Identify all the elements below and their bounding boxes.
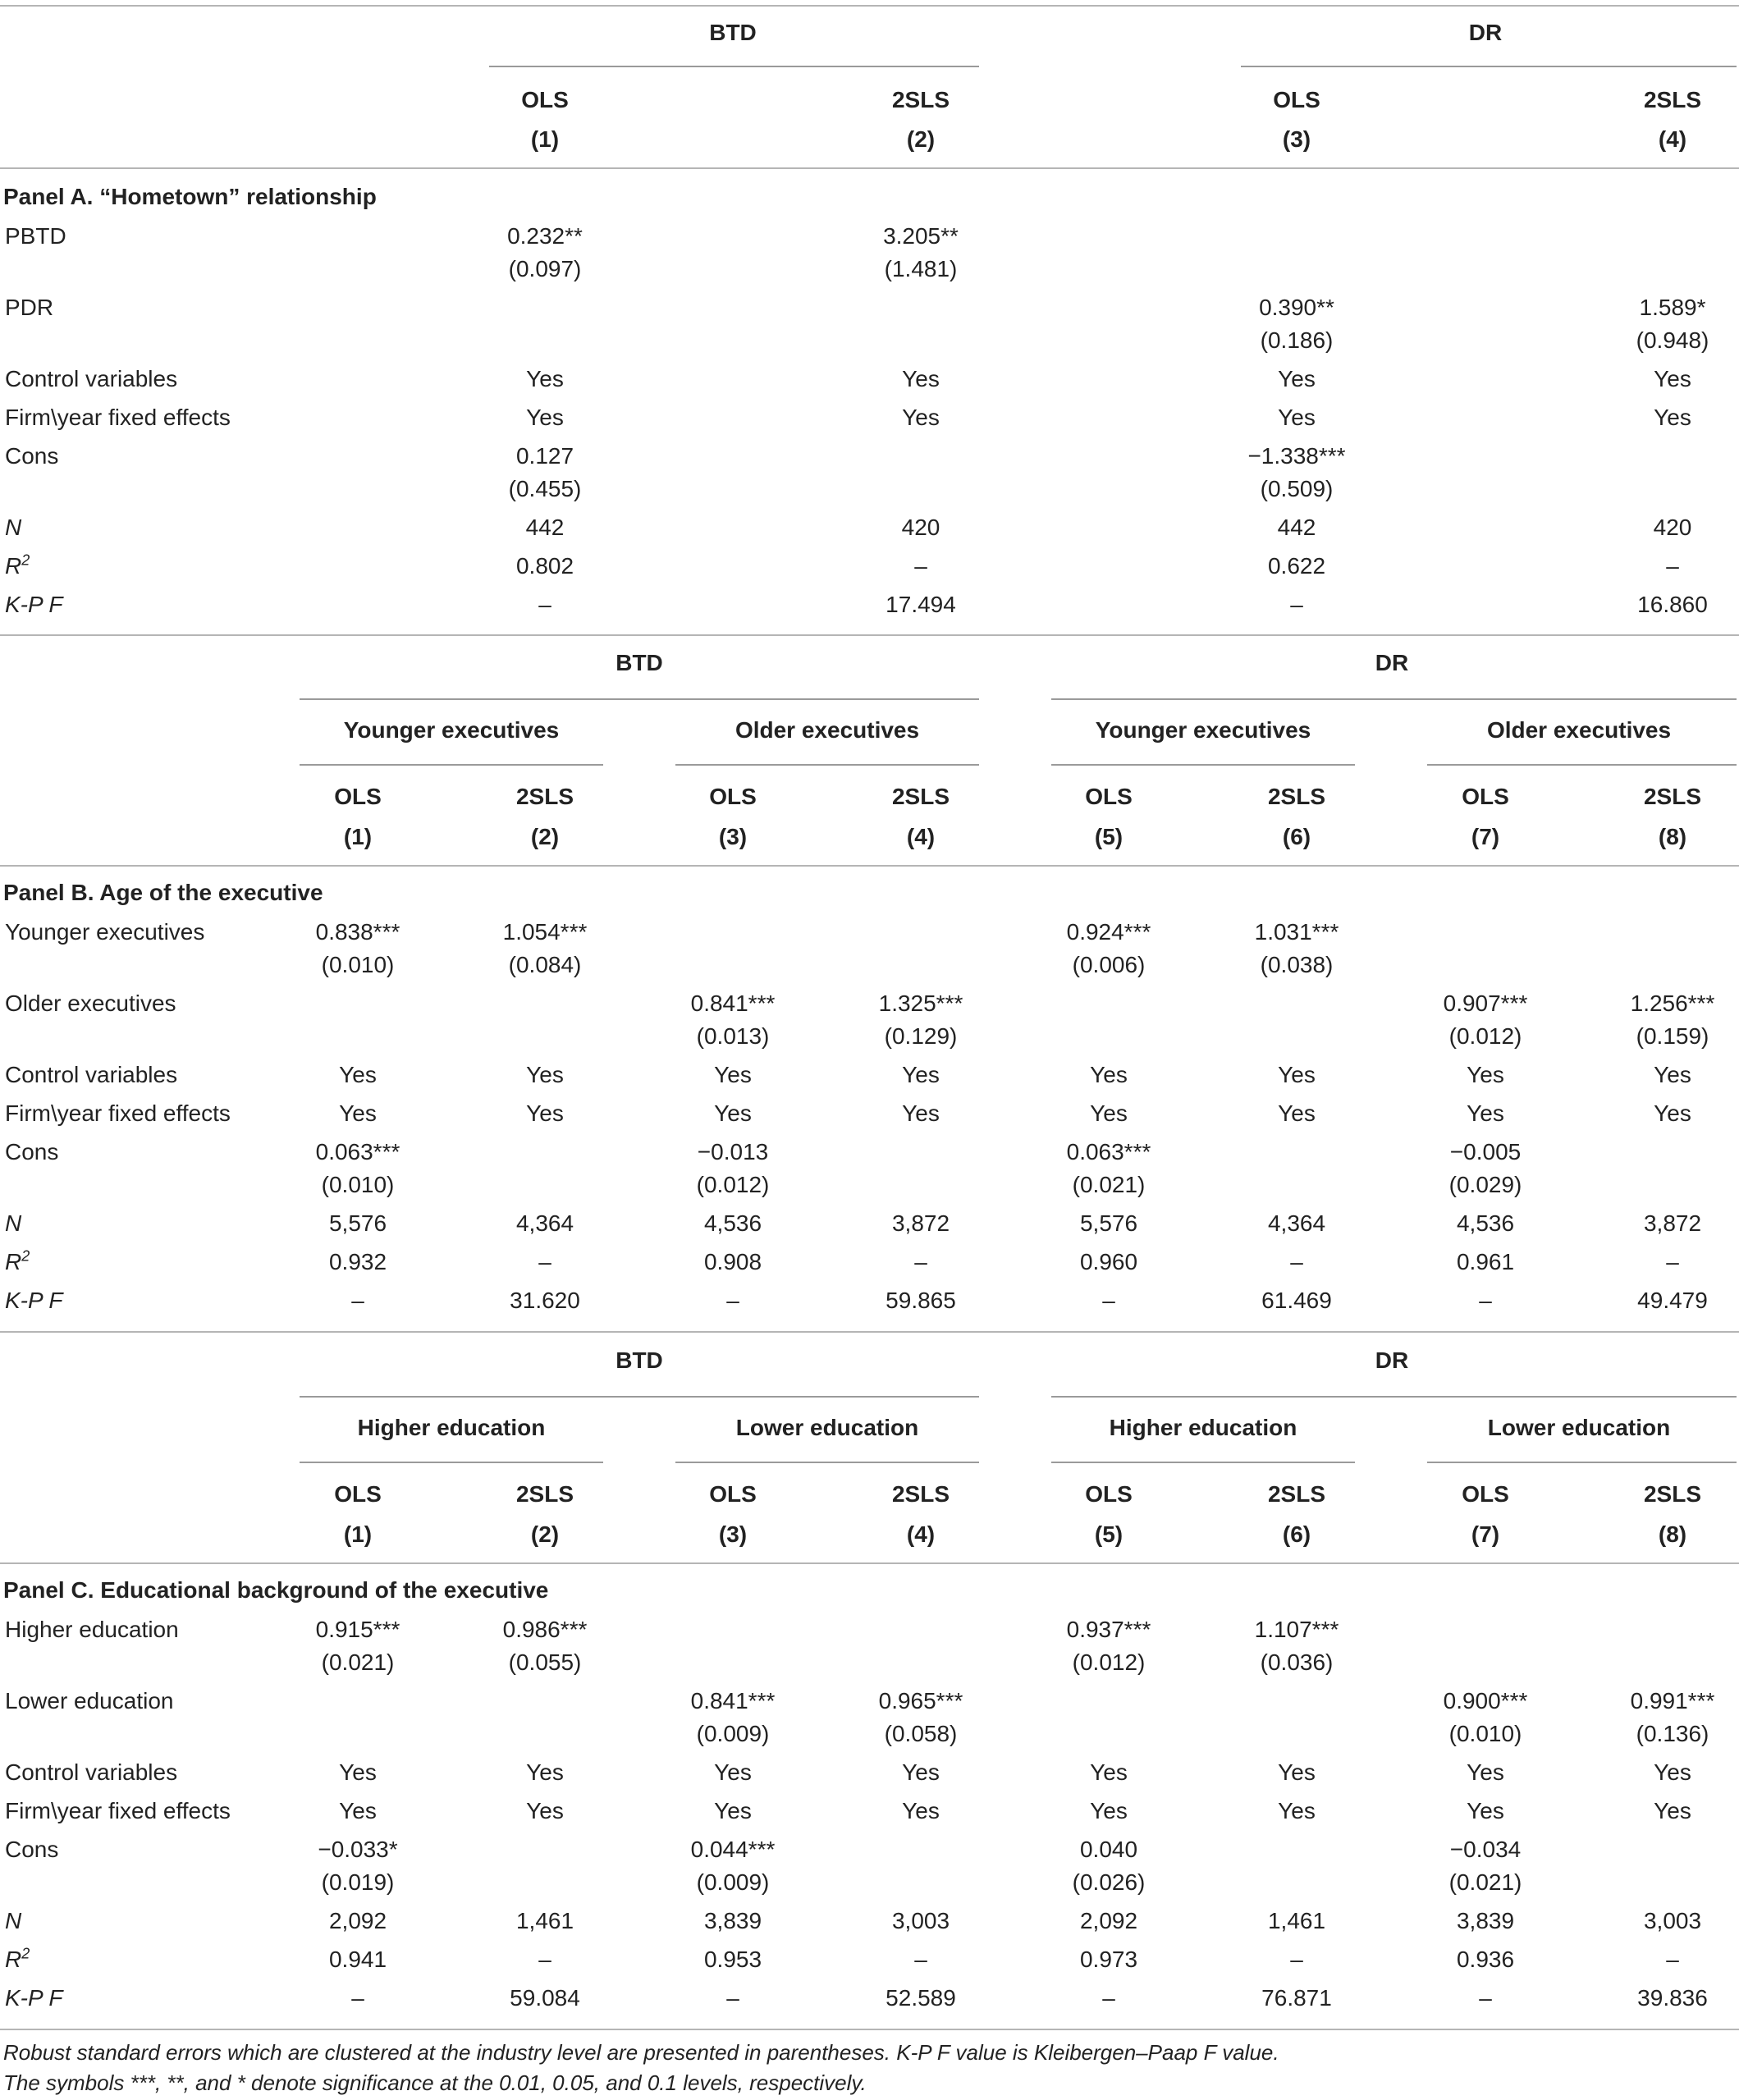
table-cell: 1.256*** bbox=[1630, 991, 1715, 1016]
method-header: 2SLS bbox=[1643, 1481, 1702, 1507]
panel-title: Panel B. Age of the executive bbox=[3, 880, 323, 905]
column-number: (3) bbox=[718, 1521, 748, 1547]
column-number: (1) bbox=[343, 1521, 373, 1547]
table-cell: 0.915*** bbox=[315, 1617, 400, 1642]
method-header: 2SLS bbox=[1643, 87, 1702, 112]
table-cell: – bbox=[1479, 1288, 1492, 1313]
table-cell: Yes bbox=[1654, 1798, 1691, 1823]
subgroup-header: Higher education bbox=[357, 1415, 546, 1440]
column-number: (2) bbox=[906, 126, 936, 152]
table-cell: 4,536 bbox=[703, 1210, 762, 1236]
table-cell: – bbox=[914, 1249, 927, 1274]
subgroup-header: Younger executives bbox=[1095, 717, 1311, 743]
table-cell: 0.961 bbox=[1456, 1249, 1515, 1274]
table-cell: – bbox=[351, 1288, 364, 1313]
footnote: The symbols ***, **, and * denote significance at the 0.01, 0.05, and 0.1 levels, respectively. bbox=[3, 2070, 867, 2095]
method-header: OLS bbox=[334, 784, 382, 809]
row-label: $R^2$ bbox=[5, 1945, 30, 1972]
column-number: (5) bbox=[1094, 824, 1123, 849]
group-header: BTD bbox=[616, 1347, 663, 1373]
table-rule bbox=[0, 1331, 1739, 1333]
table-cell: Yes bbox=[714, 1100, 752, 1126]
table-cell: Yes bbox=[526, 366, 564, 391]
method-header: 2SLS bbox=[891, 87, 950, 112]
table-cell: 1.325*** bbox=[878, 991, 963, 1016]
table-cell: Yes bbox=[1654, 1062, 1691, 1087]
column-number: (6) bbox=[1282, 1521, 1311, 1547]
std-error-cell: (0.097) bbox=[508, 256, 582, 281]
method-header: 2SLS bbox=[515, 784, 574, 809]
table-cell: Yes bbox=[902, 1759, 940, 1785]
std-error-cell: (0.129) bbox=[884, 1023, 958, 1049]
table-cell: 3,003 bbox=[891, 1908, 950, 1933]
row-label: PBTD bbox=[5, 223, 66, 249]
table-cell: 0.802 bbox=[515, 553, 574, 579]
std-error-cell: (0.012) bbox=[696, 1172, 770, 1197]
std-error-cell: (0.948) bbox=[1636, 327, 1709, 353]
table-cell: Yes bbox=[714, 1798, 752, 1823]
table-cell: Yes bbox=[902, 1798, 940, 1823]
group-header: BTD bbox=[616, 650, 663, 675]
table-cell: 59.084 bbox=[510, 1985, 580, 2011]
subgroup-header: Lower education bbox=[1487, 1415, 1671, 1440]
table-cell: 442 bbox=[1277, 515, 1316, 540]
group-header: BTD bbox=[709, 20, 757, 45]
row-label-superscript: 2 bbox=[21, 1247, 30, 1265]
table-cell: Yes bbox=[526, 1062, 564, 1087]
row-label-superscript: 2 bbox=[21, 1945, 30, 1962]
column-number: (4) bbox=[906, 824, 936, 849]
panel-title: Panel C. Educational background of the executive bbox=[3, 1577, 549, 1603]
table-cell: −1.338*** bbox=[1247, 443, 1346, 469]
group-underline bbox=[675, 1462, 979, 1463]
table-cell: Yes bbox=[339, 1759, 377, 1785]
table-cell: 0.973 bbox=[1079, 1947, 1138, 1972]
group-underline bbox=[1051, 1462, 1355, 1463]
table-cell: 1.031*** bbox=[1254, 919, 1339, 945]
row-label: K-P F bbox=[5, 1985, 63, 2011]
column-number: (4) bbox=[906, 1521, 936, 1547]
table-cell: 59.865 bbox=[886, 1288, 956, 1313]
row-label: Younger executives bbox=[5, 919, 205, 945]
footnote: Robust standard errors which are clustered at the industry level are presented in parentheses. K-P F value is Kleibergen–Paap F value. bbox=[3, 2040, 1279, 2065]
table-cell: Yes bbox=[526, 1798, 564, 1823]
table-cell: Yes bbox=[1278, 366, 1316, 391]
row-label: Cons bbox=[5, 1837, 59, 1862]
group-underline bbox=[489, 66, 979, 67]
method-header: OLS bbox=[709, 1481, 757, 1507]
method-header: OLS bbox=[521, 87, 569, 112]
table-cell: Yes bbox=[1654, 366, 1691, 391]
table-cell: 5,576 bbox=[1079, 1210, 1138, 1236]
table-cell: −0.033* bbox=[318, 1837, 398, 1862]
std-error-cell: (0.010) bbox=[1448, 1721, 1522, 1746]
column-number: (7) bbox=[1471, 1521, 1500, 1547]
row-label: Firm\year fixed effects bbox=[5, 405, 231, 430]
table-rule bbox=[0, 634, 1739, 636]
std-error-cell: (0.159) bbox=[1636, 1023, 1709, 1049]
table-cell: – bbox=[726, 1985, 739, 2011]
subgroup-header: Older executives bbox=[734, 717, 920, 743]
group-underline bbox=[1051, 698, 1737, 700]
table-cell: 4,536 bbox=[1456, 1210, 1515, 1236]
table-cell: 0.044*** bbox=[690, 1837, 776, 1862]
group-underline bbox=[300, 1462, 603, 1463]
table-cell: Yes bbox=[1467, 1100, 1504, 1126]
table-cell: 0.841*** bbox=[690, 991, 776, 1016]
std-error-cell: (0.038) bbox=[1260, 952, 1334, 977]
table-cell: 0.232** bbox=[507, 223, 583, 249]
table-cell: 5,576 bbox=[328, 1210, 387, 1236]
group-header: DR bbox=[1468, 20, 1503, 45]
table-cell: 3,872 bbox=[891, 1210, 950, 1236]
table-cell: 0.063*** bbox=[315, 1139, 400, 1164]
table-rule bbox=[0, 167, 1739, 169]
table-rule bbox=[0, 5, 1739, 7]
table-cell: 16.860 bbox=[1637, 592, 1708, 617]
table-cell: Yes bbox=[1654, 1100, 1691, 1126]
row-label: $R^2$ bbox=[5, 551, 30, 579]
table-cell: 3,839 bbox=[1456, 1908, 1515, 1933]
row-label: $R^2$ bbox=[5, 1247, 30, 1274]
method-header: 2SLS bbox=[515, 1481, 574, 1507]
table-cell: 2,092 bbox=[1079, 1908, 1138, 1933]
table-cell: 0.937*** bbox=[1066, 1617, 1151, 1642]
row-label: Older executives bbox=[5, 991, 176, 1016]
table-cell: Yes bbox=[1278, 1759, 1316, 1785]
table-cell: Yes bbox=[339, 1062, 377, 1087]
std-error-cell: (0.026) bbox=[1072, 1869, 1146, 1895]
table-cell: Yes bbox=[339, 1798, 377, 1823]
table-cell: – bbox=[1102, 1985, 1115, 2011]
table-cell: Yes bbox=[902, 1100, 940, 1126]
table-cell: – bbox=[1666, 1947, 1679, 1972]
table-rule bbox=[0, 1562, 1739, 1564]
row-label: Control variables bbox=[5, 1759, 178, 1785]
row-label: N bbox=[5, 1210, 22, 1236]
table-cell: 31.620 bbox=[510, 1288, 580, 1313]
table-cell: 0.924*** bbox=[1066, 919, 1151, 945]
table-cell: 4,364 bbox=[1267, 1210, 1326, 1236]
table-cell: Yes bbox=[526, 1759, 564, 1785]
table-cell: Yes bbox=[1090, 1798, 1128, 1823]
subgroup-header: Lower education bbox=[735, 1415, 919, 1440]
table-cell: Yes bbox=[1278, 1100, 1316, 1126]
table-cell: – bbox=[1479, 1985, 1492, 2011]
table-cell: 49.479 bbox=[1637, 1288, 1708, 1313]
group-underline bbox=[1427, 1462, 1737, 1463]
row-label: Control variables bbox=[5, 1062, 178, 1087]
table-cell: −0.034 bbox=[1449, 1837, 1522, 1862]
std-error-cell: (0.006) bbox=[1072, 952, 1146, 977]
table-cell: 1.589* bbox=[1639, 295, 1706, 320]
std-error-cell: (0.136) bbox=[1636, 1721, 1709, 1746]
table-rule bbox=[0, 2029, 1739, 2030]
std-error-cell: (0.019) bbox=[321, 1869, 395, 1895]
subgroup-header: Higher education bbox=[1109, 1415, 1297, 1440]
table-cell: 0.063*** bbox=[1066, 1139, 1151, 1164]
table-cell: 0.127 bbox=[515, 443, 574, 469]
row-label: Control variables bbox=[5, 366, 178, 391]
std-error-cell: (0.010) bbox=[321, 952, 395, 977]
table-cell: Yes bbox=[339, 1100, 377, 1126]
column-number: (2) bbox=[530, 824, 560, 849]
table-cell: Yes bbox=[1278, 1062, 1316, 1087]
table-cell: 0.841*** bbox=[690, 1688, 776, 1713]
table-cell: Yes bbox=[1467, 1798, 1504, 1823]
method-header: OLS bbox=[334, 1481, 382, 1507]
method-header: 2SLS bbox=[1267, 784, 1326, 809]
table-cell: – bbox=[1290, 1249, 1303, 1274]
group-underline bbox=[300, 698, 979, 700]
table-cell: 3,872 bbox=[1643, 1210, 1702, 1236]
table-cell: 0.900*** bbox=[1443, 1688, 1528, 1713]
table-cell: Yes bbox=[1090, 1759, 1128, 1785]
table-cell: 61.469 bbox=[1261, 1288, 1332, 1313]
table-cell: 52.589 bbox=[886, 1985, 956, 2011]
table-cell: – bbox=[1666, 1249, 1679, 1274]
row-label: K-P F bbox=[5, 592, 63, 617]
table-cell: −0.005 bbox=[1449, 1139, 1522, 1164]
row-label: Firm\year fixed effects bbox=[5, 1798, 231, 1823]
table-cell: Yes bbox=[1090, 1100, 1128, 1126]
std-error-cell: (0.058) bbox=[884, 1721, 958, 1746]
table-cell: 1,461 bbox=[515, 1908, 574, 1933]
std-error-cell: (0.084) bbox=[508, 952, 582, 977]
column-number: (7) bbox=[1471, 824, 1500, 849]
table-cell: 4,364 bbox=[515, 1210, 574, 1236]
subgroup-header: Younger executives bbox=[343, 717, 560, 743]
table-cell: Yes bbox=[1654, 1759, 1691, 1785]
table-cell: 0.622 bbox=[1267, 553, 1326, 579]
column-number: (6) bbox=[1282, 824, 1311, 849]
column-number: (2) bbox=[530, 1521, 560, 1547]
table-cell: 0.390** bbox=[1259, 295, 1334, 320]
table-cell: Yes bbox=[526, 1100, 564, 1126]
std-error-cell: (0.009) bbox=[696, 1869, 770, 1895]
row-label: PDR bbox=[5, 295, 54, 320]
table-cell: 0.960 bbox=[1079, 1249, 1138, 1274]
table-cell: 0.908 bbox=[703, 1249, 762, 1274]
table-cell: Yes bbox=[1278, 1798, 1316, 1823]
table-cell: Yes bbox=[902, 366, 940, 391]
std-error-cell: (0.012) bbox=[1072, 1649, 1146, 1675]
table-cell: 39.836 bbox=[1637, 1985, 1708, 2011]
group-underline bbox=[1241, 66, 1737, 67]
std-error-cell: (0.455) bbox=[508, 476, 582, 501]
column-number: (8) bbox=[1658, 824, 1687, 849]
std-error-cell: (1.481) bbox=[884, 256, 958, 281]
std-error-cell: (0.055) bbox=[508, 1649, 582, 1675]
table-cell: 17.494 bbox=[886, 592, 956, 617]
std-error-cell: (0.021) bbox=[1448, 1869, 1522, 1895]
method-header: 2SLS bbox=[1267, 1481, 1326, 1507]
std-error-cell: (0.010) bbox=[321, 1172, 395, 1197]
table-cell: Yes bbox=[1467, 1062, 1504, 1087]
group-underline bbox=[300, 764, 603, 766]
table-cell: 3,839 bbox=[703, 1908, 762, 1933]
table-cell: 1.107*** bbox=[1254, 1617, 1339, 1642]
method-header: 2SLS bbox=[891, 1481, 950, 1507]
row-label: N bbox=[5, 515, 22, 540]
method-header: OLS bbox=[1462, 1481, 1509, 1507]
group-underline bbox=[1427, 764, 1737, 766]
table-cell: 2,092 bbox=[328, 1908, 387, 1933]
std-error-cell: (0.012) bbox=[1448, 1023, 1522, 1049]
group-header: DR bbox=[1375, 650, 1409, 675]
row-label: K-P F bbox=[5, 1288, 63, 1313]
table-cell: – bbox=[1102, 1288, 1115, 1313]
std-error-cell: (0.029) bbox=[1448, 1172, 1522, 1197]
table-cell: −0.013 bbox=[697, 1139, 769, 1164]
table-cell: Yes bbox=[1278, 405, 1316, 430]
table-cell: 0.838*** bbox=[315, 919, 400, 945]
group-header: DR bbox=[1375, 1347, 1409, 1373]
table-cell: 0.965*** bbox=[878, 1688, 963, 1713]
subgroup-header: Older executives bbox=[1486, 717, 1672, 743]
group-underline bbox=[675, 764, 979, 766]
method-header: OLS bbox=[1085, 784, 1133, 809]
method-header: OLS bbox=[1273, 87, 1320, 112]
table-cell: – bbox=[914, 1947, 927, 1972]
method-header: OLS bbox=[1462, 784, 1509, 809]
table-cell: Yes bbox=[714, 1062, 752, 1087]
row-label: Cons bbox=[5, 1139, 59, 1164]
std-error-cell: (0.509) bbox=[1260, 476, 1334, 501]
row-label-superscript: 2 bbox=[21, 551, 30, 569]
table-cell: 0.991*** bbox=[1630, 1688, 1715, 1713]
row-label: Firm\year fixed effects bbox=[5, 1100, 231, 1126]
std-error-cell: (0.009) bbox=[696, 1721, 770, 1746]
table-cell: – bbox=[1290, 592, 1303, 617]
method-header: 2SLS bbox=[891, 784, 950, 809]
group-underline bbox=[300, 1396, 979, 1398]
table-cell: 3.205** bbox=[883, 223, 959, 249]
column-number: (3) bbox=[718, 824, 748, 849]
table-cell: – bbox=[726, 1288, 739, 1313]
table-cell: 0.932 bbox=[328, 1249, 387, 1274]
table-cell: – bbox=[914, 553, 927, 579]
table-cell: Yes bbox=[902, 405, 940, 430]
table-cell: 442 bbox=[525, 515, 565, 540]
std-error-cell: (0.021) bbox=[1072, 1172, 1146, 1197]
group-underline bbox=[1051, 1396, 1737, 1398]
table-cell: Yes bbox=[1090, 1062, 1128, 1087]
table-cell: Yes bbox=[902, 1062, 940, 1087]
table-cell: Yes bbox=[1654, 405, 1691, 430]
column-number: (8) bbox=[1658, 1521, 1687, 1547]
method-header: 2SLS bbox=[1643, 784, 1702, 809]
std-error-cell: (0.013) bbox=[696, 1023, 770, 1049]
row-label: Cons bbox=[5, 443, 59, 469]
table-cell: Yes bbox=[714, 1759, 752, 1785]
column-number: (1) bbox=[530, 126, 560, 152]
table-rule bbox=[0, 865, 1739, 867]
table-cell: – bbox=[538, 1249, 551, 1274]
group-underline bbox=[1051, 764, 1355, 766]
table-cell: 0.040 bbox=[1079, 1837, 1138, 1862]
table-cell: – bbox=[538, 1947, 551, 1972]
table-cell: 3,003 bbox=[1643, 1908, 1702, 1933]
table-cell: 420 bbox=[1653, 515, 1692, 540]
std-error-cell: (0.186) bbox=[1260, 327, 1334, 353]
column-number: (3) bbox=[1282, 126, 1311, 152]
table-cell: 0.941 bbox=[328, 1947, 387, 1972]
table-cell: Yes bbox=[1467, 1759, 1504, 1785]
std-error-cell: (0.036) bbox=[1260, 1649, 1334, 1675]
table-cell: 1.054*** bbox=[502, 919, 588, 945]
table-cell: 1,461 bbox=[1267, 1908, 1326, 1933]
table-cell: 420 bbox=[901, 515, 940, 540]
table-cell: 0.986*** bbox=[502, 1617, 588, 1642]
table-cell: 76.871 bbox=[1261, 1985, 1332, 2011]
table-cell: 0.907*** bbox=[1443, 991, 1528, 1016]
table-cell: – bbox=[1290, 1947, 1303, 1972]
table-cell: – bbox=[351, 1985, 364, 2011]
column-number: (5) bbox=[1094, 1521, 1123, 1547]
table-cell: 0.953 bbox=[703, 1947, 762, 1972]
table-cell: Yes bbox=[526, 405, 564, 430]
row-label: N bbox=[5, 1908, 22, 1933]
method-header: OLS bbox=[1085, 1481, 1133, 1507]
column-number: (4) bbox=[1658, 126, 1687, 152]
row-label: Higher education bbox=[5, 1617, 179, 1642]
method-header: OLS bbox=[709, 784, 757, 809]
std-error-cell: (0.021) bbox=[321, 1649, 395, 1675]
column-number: (1) bbox=[343, 824, 373, 849]
panel-title: Panel A. “Hometown” relationship bbox=[3, 184, 377, 209]
row-label: Lower education bbox=[5, 1688, 174, 1713]
table-cell: – bbox=[1666, 553, 1679, 579]
table-cell: 0.936 bbox=[1456, 1947, 1515, 1972]
table-cell: – bbox=[538, 592, 551, 617]
